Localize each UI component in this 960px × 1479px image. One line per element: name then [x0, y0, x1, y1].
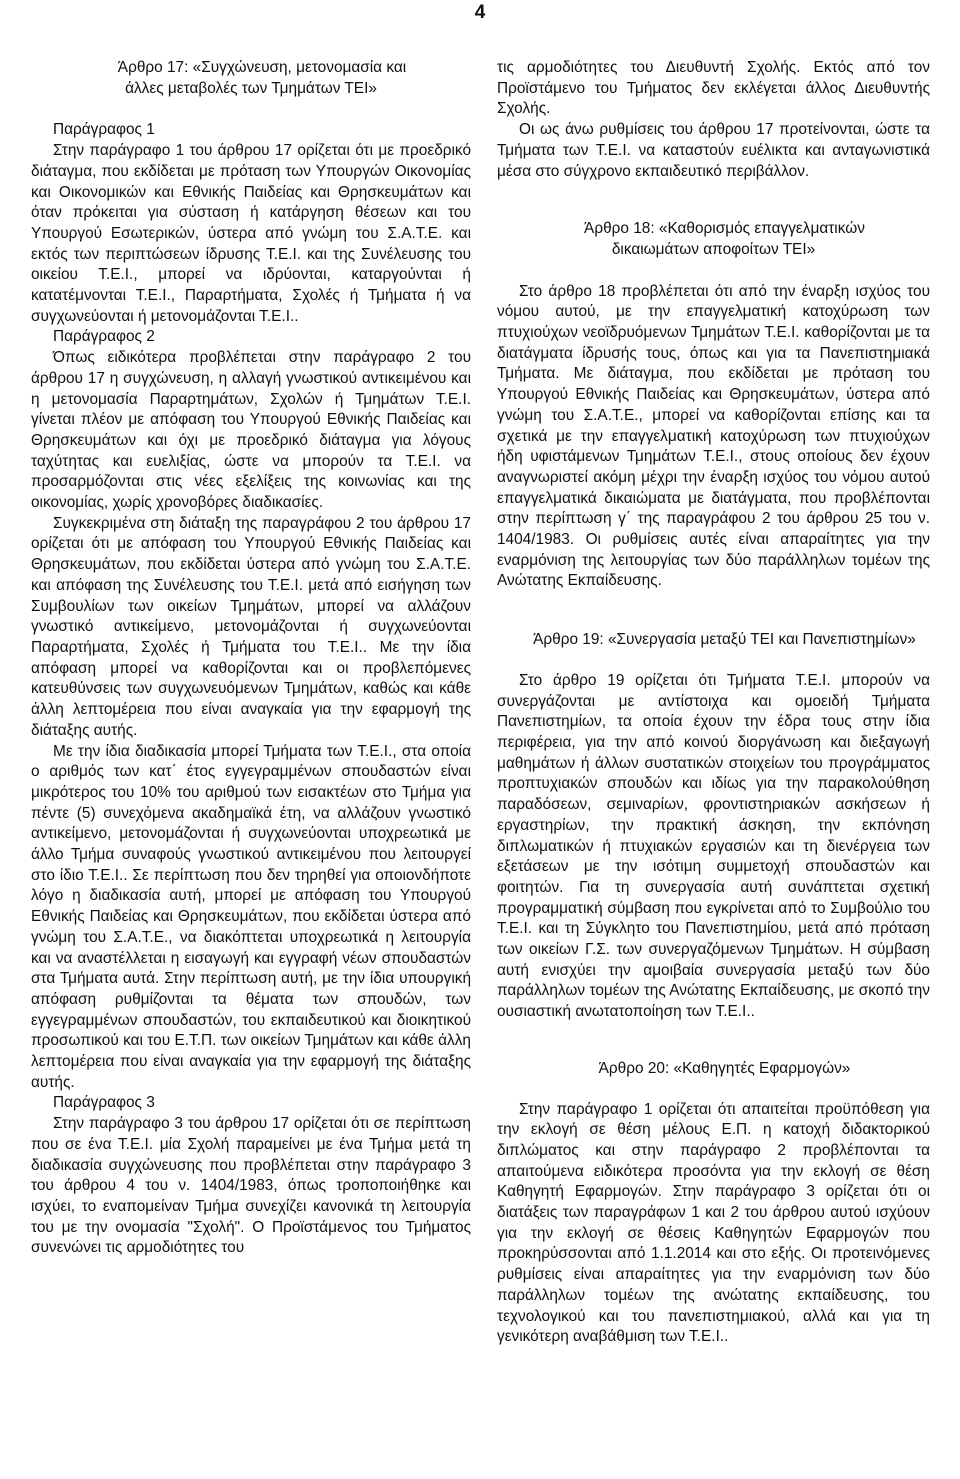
paragraph-3-continuation-1: τις αρμοδιότητες του Διευθυντή Σχολής. Εκτός από τον Προϊστάμενο του Τμήματος δεν εκλέγεται άλλος Διευθυντής Σχολής.: [497, 59, 930, 118]
article-17-title-line-2: άλλες μεταβολές των Τμημάτων ΤΕΙ»: [125, 79, 377, 97]
paragraph-3-continuation-2: Οι ως άνω ρυθμίσεις του άρθρου 17 προτείνονται, ώστε τα Τμήματα των Τ.Ε.Ι. να καταστούν ευέλικτα και ανταγωνιστικά μέσα στο σύγχρονο εκπαιδευτικό περιβάλλον.: [497, 121, 930, 180]
paragraph-1-text: Στην παράγραφο 1 του άρθρου 17 ορίζεται ότι με προεδρικό διάταγμα, που εκδίδεται με πρόταση των Υπουργών Οικονομίας και Οικονομικών και Εθνικής Παιδείας και Θρησκευμάτων και όταν πρόκειται για σύσταση ή κατάργηση θέσεων και του Υπουργού Εσωτερικών, ύστερα από γνώμη του Σ.Α.Τ.Ε. και εκτός των περιπτώσεων ίδρυσης Τ.Ε.Ι. και της Συνέλευσης του οικείου Τ.Ε.Ι., μπορεί να ιδρύονται, καταργούνται ή κατατέμνονται Τ.Ε.Ι., Παραρτήματα, Σχολές ή Τμήματα ή να συγχωνεύονται ή μετονομάζονται Τ.Ε.Ι..: [31, 142, 471, 325]
article-20-title: Άρθρο 20: «Καθηγητές Εφαρμογών»: [598, 1059, 851, 1077]
paragraph-2-text-1: Όπως ειδικότερα προβλέπεται στην παράγραφο 2 του άρθρου 17 η συγχώνευση, η αλλαγή γνωστικού αντικειμένου και η μετονομασία Παραρτημάτων, Σχολών ή Τμημάτων Τ.Ε.Ι. γίνεται πλέον με απόφαση του Υπουργού Εθνικής Παιδείας και Θρησκευμάτων και όχι με προεδρικό διάταγμα για λόγους ταχύτητας και ευελιξίας, ώστε να μπορούν τα Τ.Ε.Ι. να προσαρμόζονται στις νέες εξελίξεις της κοινωνίας και της οικονομίας, χωρίς χρονοβόρες διαδικασίες.: [31, 349, 471, 512]
paragraph-2-text-2: Συγκεκριμένα στη διάταξη της παραγράφου 2 του άρθρου 17 ορίζεται ότι με απόφαση του Υπουργού Εθνικής Παιδείας και Θρησκευμάτων, που εκδίδεται ύστερα από γνώμη του Σ.Α.Τ.Ε. και απόφαση της Συνέλευσης του Τ.Ε.Ι. μετά από εισήγηση των Συμβουλίων των οικείων Τμημάτων, μπορεί να αλλάζουν γνωστικό αντικείμενο, μετονομάζονται ή συγχωνεύονται Παραρτήματα, Σχολές ή Τμήματα του Τ.Ε.Ι.. Με την ίδια απόφαση μπορεί να καθορίζονται και οι προβλεπόμενες κατευθύνσεις των συγχωνευόμενων Τμημάτων, καθώς και κάθε άλλη λεπτομέρεια που είναι αναγκαία για την εφαρμογή της διάταξης αυτής.: [31, 514, 471, 739]
paragraph-2-heading: Παράγραφος 2: [53, 328, 155, 346]
article-18-text: Στο άρθρο 18 προβλέπεται ότι από την έναρξη ισχύος του νόμου αυτού, με την επαγγελματική κατοχύρωση των πτυχιούχων νεοϊδρυόμενων Τμημάτων Τ.Ε.Ι. καθορίζονται με τα διατάγματα ίδρυσής τους, όπως και για τα Πανεπιστημιακά Τμήματα. Με διάταγμα, που εκδίδεται με πρόταση του Υπουργού Εθνικής Παιδείας και Θρησκευμάτων, ύστερα από γνώμη του Σ.Α.Τ.Ε., μπορεί να καθορίζονται επίσης και τα σχετικά με την επαγγελματική κατοχύρωση των πτυχιούχων ήδη υφιστάμενων Τμημάτων Τ.Ε.Ι., στους οποίους δεν έχουν αναγνωριστεί ακόμη μέχρι την έναρξη ισχύος του νόμου αυτού επαγγελματικά δικαιώματα με διατάγματα, που προβλέπονται στην περίπτωση γ΄ της παραγράφου 2 του άρθρου 25 του ν. 1404/1983. Οι ρυθμίσεις αυτές είναι απαραίτητες για την εναρμόνιση της λειτουργίας των δύο παράλληλων τομέων της Ανώτατης Εκπαίδευσης.: [497, 282, 930, 590]
paragraph-2-text-3: Με την ίδια διαδικασία μπορεί Τμήματα των Τ.Ε.Ι., στα οποία ο αριθμός των κατ΄ έτος εγγεγραμμένων σπουδαστών είναι μικρότερος του 10% του αριθμού των εισακτέων στο Τμήμα για πέντε (5) συνεχόμενα ακαδημαϊκά έτη, να αλλάζουν γνωστικό αντικείμενο, μετονομάζονται ή συγχωνεύονται υποχρεωτικά με άλλο Τμήμα συναφούς γνωστικού αντικειμένου που λειτουργεί στο ίδιο Τ.Ε.Ι.. Σε περίπτωση που δεν τηρηθεί για οποιονδήποτε λόγο η διαδικασία αυτή, μπορεί με απόφαση του Υπουργού Εθνικής Παιδείας και Θρησκευμάτων, που εκδίδεται ύστερα από γνώμη του Σ.Α.Τ.Ε., να διακόπτεται υποχρεωτικά η λειτουργία και να αναστέλλεται η εισαγωγή και εγγραφή νέων σπουδαστών στα Τμήματα αυτά. Στην περίπτωση αυτή, με την ίδια υπουργική απόφαση ρυθμίζονται τα θέματα των σπουδών, των εγγεγραμμένων σπουδαστών, του εκπαιδευτικού και διοικητικού προσωπικού και του Ε.Τ.Π. των οικείων Τμημάτων και κάθε άλλη λεπτομέρεια που είναι αναγκαία για την εφαρμογή της διάταξης αυτής.: [31, 742, 471, 1091]
article-18-title-line-1: Άρθρο 18: «Καθορισμός επαγγελματικών: [584, 220, 865, 238]
right-column: [497, 58, 930, 1348]
article-17-title-line-1: Άρθρο 17: «Συγχώνευση, μετονομασία και: [117, 59, 407, 76]
paragraph-3-heading: Παράγραφος 3: [53, 1094, 155, 1112]
article-18-title: [497, 219, 930, 260]
article-19-text: Στο άρθρο 19 ορίζεται ότι Τμήματα Τ.Ε.Ι. μπορούν να συνεργάζονται με αντίστοιχα και ομοειδή Τμήματα Πανεπιστημίων, τα οποία έχουν την έδρα τους στην ίδια περιφέρεια, για την από κοινού διοργάνωση και διεξαγωγή μαθημάτων ή άλλων συστατικών στοιχείων του προγράμματος προπτυχιακών σπουδών και ιδίως για την παρακολούθηση παραδόσεων, σεμιναρίων, φροντιστηριακών ασκήσεων ή εργαστηρίων, την πρακτική άσκηση, την εκπόνηση διπλωματικών ή πτυχιακών εργασιών και τη διενέργεια των εξετάσεων με την ισότιμη συμμετοχή σπουδαστών και φοιτητών. Για τη συνεργασία αυτή συνάπτεται σχετική προγραμματική σύμβαση που εγκρίνεται από το Συμβούλιο του Τ.Ε.Ι. και τη Σύγκλητο του Πανεπιστημίου, μετά από πρόταση των οικείων Γ.Σ. των συνεργαζόμενων Τμημάτων. Η σύμβαση αυτή ενισχύει την αμοιβαία συνεργασία μεταξύ των δύο παράλληλων τομέων της Ανώτατης Εκπαίδευσης, με σκοπό την ουσιαστική ανωτατοποίηση των Τ.Ε.Ι..: [497, 671, 930, 1021]
paragraph-1-heading: Παράγραφος 1: [53, 121, 155, 139]
paragraph-3-text: Στην παράγραφο 3 του άρθρου 17 ορίζεται ότι σε περίπτωση που σε ένα Τ.Ε.Ι. μία Σχολή παραμείνει με ένα Τμήμα μετά τη διαδικασία συγχώνευσης που προβλέπεται στην παράγραφο 3 του άρθρου 4 του ν. 1404/1983, όπως τροποποιήθηκε και ισχύει, το εναπομείναν Τμήμα συνεχίζει κανονικά τη λειτουργία του με την ονομασία "Σχολή". Ο Προϊστάμενος του Τμήματος συνενώνει τις αρμοδιότητες του: [31, 1115, 471, 1257]
page-number: 4: [474, 2, 486, 23]
article-20-text: Στην παράγραφο 1 ορίζεται ότι απαιτείται προϋπόθεση για την εκλογή σε θέση μέλους Ε.Π. η κατοχή διδακτορικού διπλώματος και στην παράγραφο 2 προβλέπονται τα απαιτούμενα ειδικότερα προσόντα για την εκλογή σε θέση Καθηγητή Εφαρμογών. Στην παράγραφο 3 ορίζεται ότι οι διατάξεις των παραγράφων 1 και 2 του άρθρου αυτού ισχύουν για την εκλογή σε θέσεις Καθηγητών Εφαρμογών που προκηρύσσονται από 1.1.2014 και στο εξής. Οι προτεινόμενες ρυθμίσεις είναι απαραίτητες για την εναρμόνιση των δύο παράλληλων τομέων της ανώτατης εκπαίδευσης, του τεχνολογικού και του πανεπιστημιακού, αλλά και για τη γενικότερη αναβάθμιση των Τ.Ε.Ι..: [497, 1100, 930, 1346]
article-17-title: [31, 58, 471, 99]
article-19-title: Άρθρο 19: «Συνεργασία μεταξύ ΤΕΙ και Πανεπιστημίων»: [533, 631, 916, 649]
article-18-title-line-2: δικαιωμάτων αποφοίτων ΤΕΙ»: [611, 240, 816, 258]
left-column: [31, 58, 471, 1259]
